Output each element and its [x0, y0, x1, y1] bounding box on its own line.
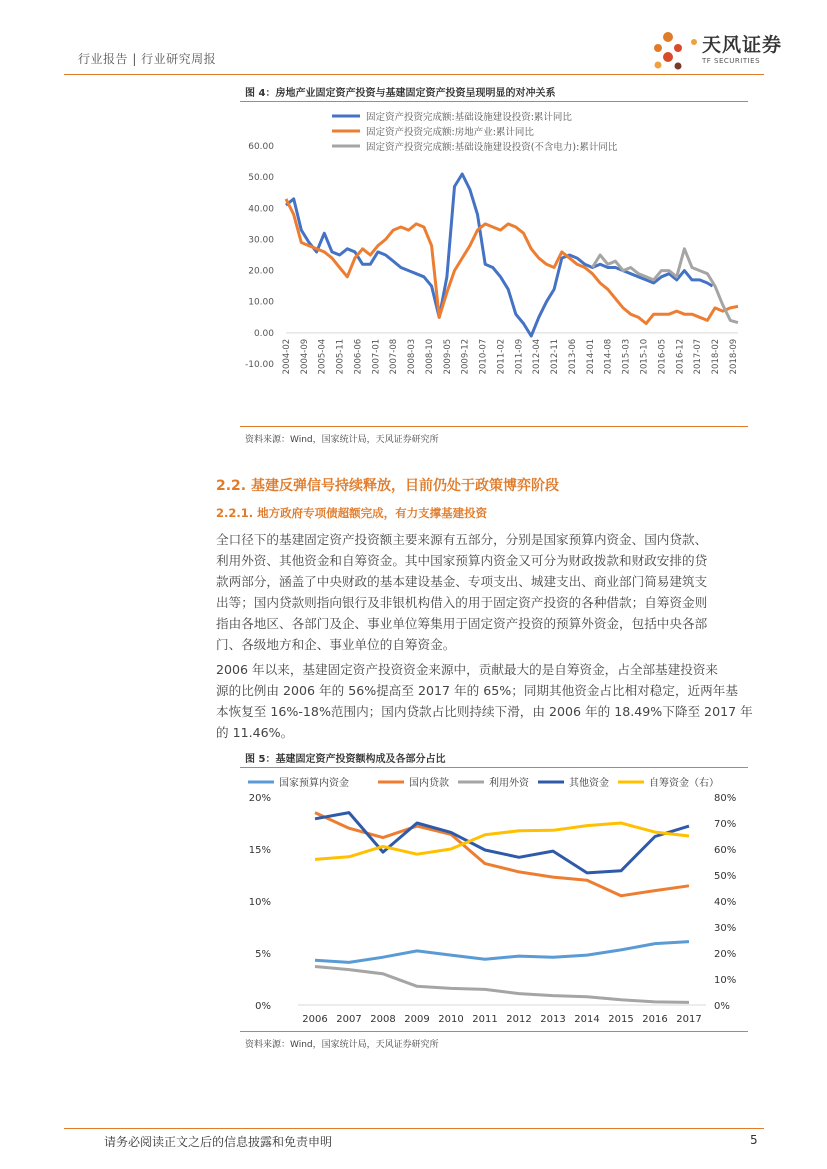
paragraph-line: 全口径下的基建固定资产投资额主要来源有五部分，分别是国家预算内资金、国内贷款、 — [216, 532, 708, 547]
x-tick-label: 2009-12 — [460, 338, 471, 375]
x-tick-label: 2015-03 — [621, 338, 632, 375]
footer-disclaimer: 请务必阅读正文之后的信息披露和免责申明 — [104, 1135, 333, 1149]
figure5-source: 资料来源：Wind，国家统计局，天风证券研究所 — [245, 1040, 439, 1050]
paragraph-line: 的 11.46%。 — [216, 725, 294, 740]
x-tick-label: 2004-09 — [299, 338, 310, 375]
x-tick-label: 2009 — [404, 1014, 430, 1025]
header-divider — [64, 74, 764, 75]
series-line — [315, 967, 689, 1003]
y-left-tick-label: 0% — [255, 1001, 271, 1012]
x-tick-label: 2011 — [472, 1014, 498, 1025]
legend-label: 固定资产投资完成额:房地产业:累计同比 — [366, 127, 534, 138]
logo-chinese-name: 天风证券 — [702, 34, 783, 56]
paragraph-line: 门、各级地方和企、事业单位的自筹资金。 — [216, 637, 456, 652]
figure4-chart — [240, 102, 750, 424]
x-tick-label: 2004-02 — [282, 338, 292, 375]
report-header-label: 行业报告 | 行业研究周报 — [78, 52, 217, 66]
x-tick-label: 2015-10 — [639, 338, 650, 375]
x-tick-label: 2016 — [642, 1014, 668, 1025]
x-tick-label: 2011-09 — [514, 338, 525, 375]
x-tick-label: 2010 — [438, 1014, 464, 1025]
x-tick-label: 2008-10 — [425, 338, 436, 375]
legend-label: 固定资产投资完成额:基础设施建设投资:累计同比 — [366, 112, 572, 123]
x-tick-label: 2016-05 — [657, 338, 668, 375]
paragraph-line: 2006 年以来，基建固定资产投资资金来源中，贡献最大的是自筹资金，占全部基建投资来 — [216, 662, 719, 677]
x-tick-label: 2018-09 — [728, 338, 739, 375]
figure4-title: 图 4：房地产业固定资产投资与基建固定资产投资呈现明显的对冲关系 — [245, 88, 556, 99]
legend-label: 国内贷款 — [409, 778, 449, 789]
series-line — [286, 174, 713, 336]
paragraph-funding-shares — [216, 659, 764, 743]
x-tick-label: 2017 — [676, 1014, 702, 1025]
figure5-chart — [240, 768, 750, 1030]
x-tick-label: 2012-11 — [550, 338, 561, 375]
y-tick-label: 10.00 — [248, 297, 274, 308]
y-right-tick-label: 70% — [714, 819, 737, 830]
y-left-tick-label: 5% — [255, 949, 271, 960]
x-tick-label: 2008-03 — [407, 338, 418, 375]
figure5-title: 图 5：基建固定资产投资额构成及各部分占比 — [245, 754, 446, 765]
y-right-tick-label: 80% — [714, 793, 737, 804]
y-tick-label: 20.00 — [248, 266, 274, 277]
y-right-tick-label: 10% — [714, 975, 737, 986]
figure4-source: 资料来源：Wind，国家统计局，天风证券研究所 — [245, 435, 439, 445]
y-left-tick-label: 15% — [248, 845, 271, 856]
section-heading-2-2-1: 2.2.1. 地方政府专项债超额完成，有力支撑基建投资 — [216, 506, 488, 520]
section-heading-2-2: 2.2. 基建反弹信号持续释放，目前仍处于政策博弈阶段 — [216, 478, 559, 494]
x-tick-label: 2014 — [574, 1014, 600, 1025]
x-tick-label: 2017-07 — [693, 338, 704, 375]
series-line — [592, 249, 738, 323]
x-tick-label: 2012-04 — [532, 338, 543, 375]
legend-label: 固定资产投资完成额:基础设施建设投资(不含电力):累计同比 — [366, 142, 618, 153]
paragraph-line: 款两部分，涵盖了中央财政的基本建设基金、专项支出、城建支出、商业部门简易建筑支 — [216, 574, 708, 589]
legend-label: 国家预算内资金 — [279, 778, 349, 789]
x-tick-label: 2012 — [506, 1014, 532, 1025]
y-tick-label: 40.00 — [248, 204, 274, 215]
paragraph-line: 指由各地区、各部门及企、事业单位筹集用于固定资产投资的预算外资金，包括中央各部 — [216, 616, 708, 631]
paragraph-line: 利用外资、其他资金和自筹资金。其中国家预算内资金又可分为财政拨款和财政安排的贷 — [216, 553, 708, 568]
footer-divider — [64, 1128, 764, 1129]
series-line — [315, 942, 689, 963]
x-tick-label: 2006-06 — [353, 338, 364, 375]
x-tick-label: 2011-02 — [496, 338, 507, 375]
legend-label: 其他资金 — [569, 778, 609, 789]
x-tick-label: 2007-08 — [389, 338, 400, 375]
x-tick-label: 2016-12 — [675, 338, 686, 375]
y-right-tick-label: 0% — [714, 1001, 730, 1012]
x-tick-label: 2007-01 — [371, 338, 382, 375]
y-right-tick-label: 60% — [714, 845, 737, 856]
x-tick-label: 2005-11 — [335, 338, 346, 375]
x-tick-label: 2010-07 — [478, 338, 489, 375]
figure5-bottom-rule — [240, 1031, 748, 1032]
y-left-tick-label: 10% — [248, 897, 271, 908]
y-tick-label: 0.00 — [253, 328, 274, 339]
y-tick-label: 60.00 — [248, 142, 274, 152]
paragraph-line: 源的比例由 2006 年的 56%提高至 2017 年的 65%；同期其他资金占比相对稳定，近两年基 — [216, 683, 738, 698]
x-tick-label: 2008 — [370, 1014, 396, 1025]
x-tick-label: 2005-04 — [317, 338, 328, 375]
y-right-tick-label: 30% — [714, 923, 737, 934]
y-right-tick-label: 50% — [714, 871, 737, 882]
y-right-tick-label: 20% — [714, 949, 737, 960]
series-line — [315, 813, 689, 873]
x-tick-label: 2009-05 — [442, 338, 453, 375]
paragraph-line: 出等；国内贷款则指向银行及非银机构借入的用于固定资产投资的各种借款；自筹资金则 — [216, 595, 708, 610]
y-right-tick-label: 40% — [714, 897, 737, 908]
x-tick-label: 2007 — [336, 1014, 362, 1025]
y-left-tick-label: 20% — [248, 793, 271, 804]
legend-label: 利用外资 — [489, 778, 529, 789]
paragraph-funding-sources — [216, 529, 764, 655]
logo-english-name: TF SECURITIES — [702, 57, 761, 65]
legend-label: 自筹资金（右） — [649, 778, 719, 789]
x-tick-label: 2013 — [540, 1014, 566, 1025]
figure4-bottom-rule — [240, 426, 748, 427]
paragraph-line: 本恢复至 16%-18%范围内；国内贷款占比则持续下滑，由 2006 年的 18.49%下降至 2017 年 — [216, 704, 753, 719]
y-tick-label: 30.00 — [248, 235, 274, 246]
x-tick-label: 2014-08 — [603, 338, 614, 375]
page-number: 5 — [750, 1133, 758, 1147]
x-tick-label: 2006 — [302, 1014, 328, 1025]
x-tick-label: 2013-06 — [568, 338, 579, 375]
y-tick-label: -10.00 — [244, 360, 274, 370]
x-tick-label: 2015 — [608, 1014, 634, 1025]
y-tick-label: 50.00 — [248, 173, 274, 184]
x-tick-label: 2018-02 — [711, 338, 722, 375]
x-tick-label: 2014-01 — [585, 338, 596, 375]
